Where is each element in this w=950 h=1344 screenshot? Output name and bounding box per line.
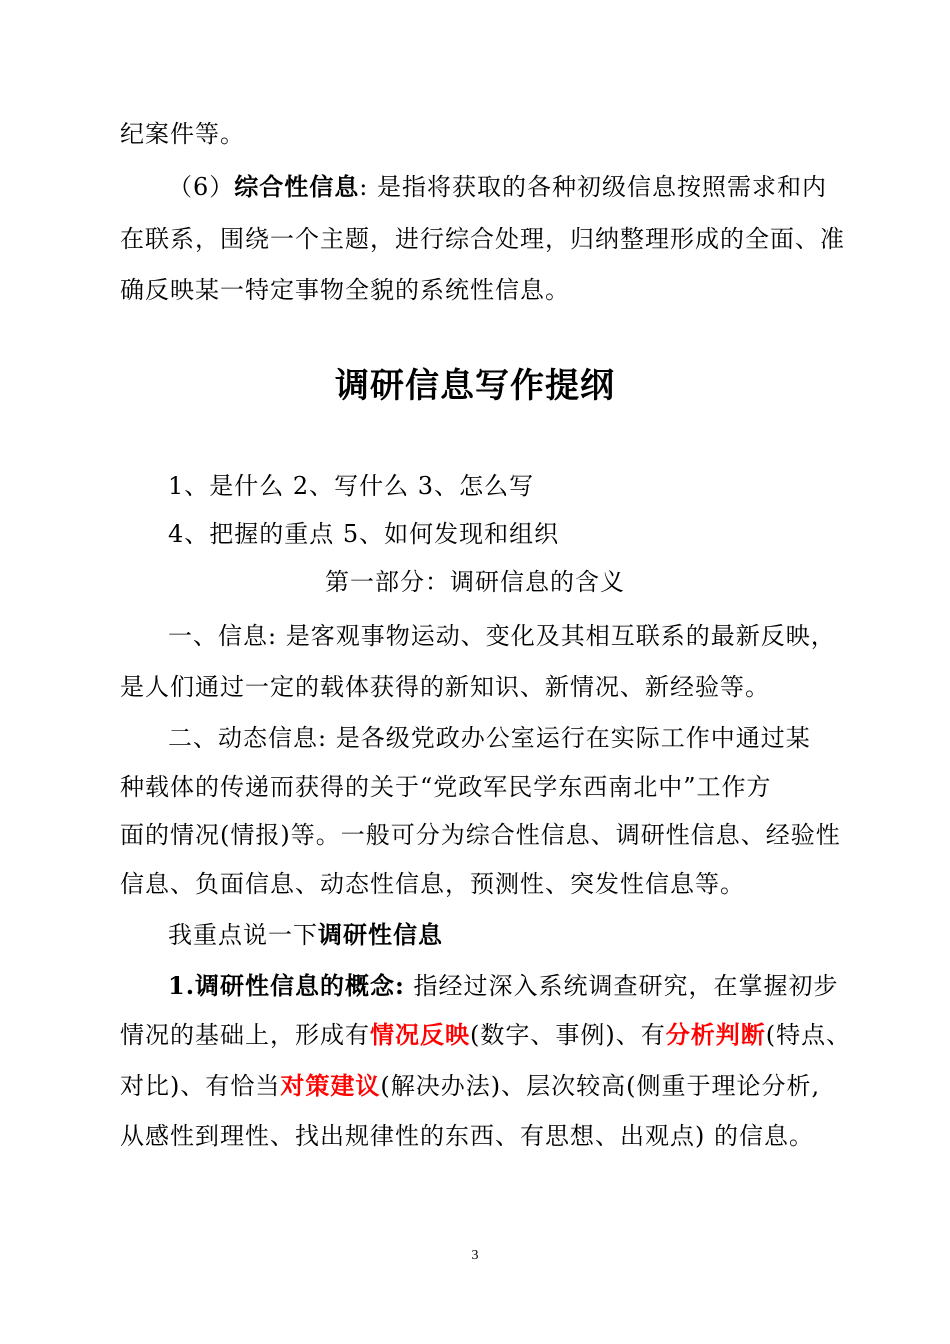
text-line: 确反映某一特定事物全貌的系统性信息。 (120, 276, 570, 304)
concept-line: 从感性到理性、找出规律性的东西、有思想、出观点) 的信息。 (120, 1122, 814, 1150)
concept-text: 指经过深入系统调查研究，在掌握初步 (404, 972, 839, 1000)
highlight-red: 情况反映 (370, 1020, 470, 1049)
paragraph-line: 面的情况(情报)等。一般可分为综合性信息、调研性信息、经验性 (120, 821, 841, 849)
concept-heading: 1.调研性信息的概念: (168, 971, 405, 1000)
concept-line (120, 1071, 840, 1101)
text-line: 纪案件等。 (120, 120, 245, 148)
intro-text: 我重点说一下 (168, 921, 318, 949)
paragraph-line: 一、信息: 是客观事物运动、变化及其相互联系的最新反映， (168, 622, 836, 650)
outline-line: 4、把握的重点 5、如何发现和组织 (168, 520, 560, 548)
paragraph-line (168, 920, 888, 950)
text-line: 在联系，围绕一个主题，进行综合处理，归纳整理形成的全面、准 (120, 225, 845, 253)
paragraph-line: 种载体的传递而获得的关于“党政军民学东西南北中”工作方 (120, 773, 772, 801)
concept-text: 对比)、有恰当 (120, 1072, 281, 1100)
concept-text: (解决办法)、层次较高(侧重于理论分析, (380, 1072, 821, 1100)
concept-line (168, 971, 888, 1001)
paragraph-line: 二、动态信息: 是各级党政办公室运行在实际工作中通过某 (168, 724, 811, 752)
document-title: 调研信息写作提纲 (335, 366, 615, 406)
concept-text: (特点、 (765, 1021, 852, 1049)
term-bold: 综合性信息 (234, 172, 360, 201)
definition-line (168, 172, 888, 202)
item-number: （6） (168, 173, 235, 201)
paragraph-line: 信息、负面信息、动态性信息，预测性、突发性信息等。 (120, 870, 745, 898)
page-number: 3 (471, 1248, 479, 1263)
concept-text: 情况的基础上，形成有 (120, 1021, 370, 1049)
section-heading: 第一部分：调研信息的含义 (325, 568, 625, 596)
highlight-red: 分析判断 (665, 1020, 766, 1049)
concept-text: (数字、事例)、有 (470, 1021, 666, 1049)
concept-line (120, 1020, 852, 1050)
definition-text: : 是指将获取的各种初级信息按照需求和内 (359, 173, 827, 201)
highlight-red: 对策建议 (280, 1071, 381, 1100)
outline-line: 1、是什么 2、写什么 3、怎么写 (168, 472, 535, 500)
emphasis-bold: 调研性信息 (318, 920, 443, 949)
paragraph-line: 是人们通过一定的载体获得的新知识、新情况、新经验等。 (120, 673, 770, 701)
